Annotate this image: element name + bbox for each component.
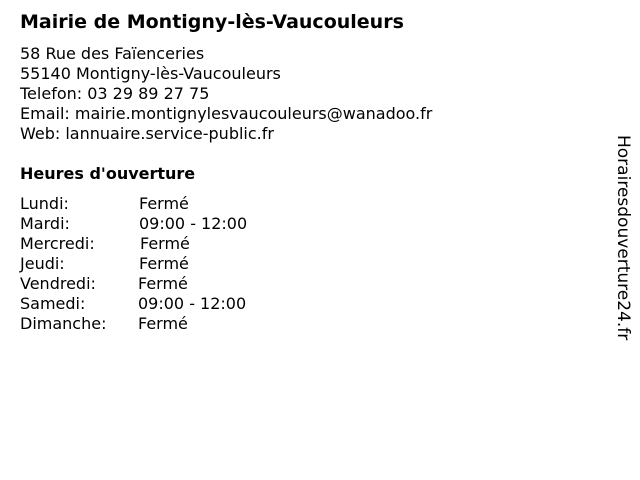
street-address: 58 Rue des Faïenceries [20,44,205,63]
day-label: Mardi: [20,214,70,233]
hours-value: Fermé [138,314,188,333]
phone-number: Telefon: 03 29 89 27 75 [20,84,210,103]
day-label: Dimanche: [20,314,107,333]
hours-value: 09:00 - 12:00 [139,214,248,233]
city-address: 55140 Montigny-lès-Vaucouleurs [20,64,281,83]
day-label: Vendredi: [20,274,96,293]
day-label: Mercredi: [20,234,95,253]
website: Web: lannuaire.service-public.fr [20,124,274,143]
hours-value: Fermé [140,234,190,253]
hours-value: Fermé [139,254,189,273]
opening-hours-heading: Heures d'ouverture [20,164,196,183]
day-label: Lundi: [20,194,69,213]
hours-value: 09:00 - 12:00 [138,294,247,313]
page-title: Mairie de Montigny-lès-Vaucouleurs [20,11,404,33]
hours-value: Fermé [138,274,188,293]
day-label: Samedi: [20,294,86,313]
contact-info [20,44,432,144]
site-brand-label: Horairesdouverture24.fr [613,135,633,341]
email-address: Email: mairie.montignylesvaucouleurs@wanadoo.fr [20,104,433,123]
site-brand-watermark [612,135,634,375]
day-label: Jeudi: [20,254,65,273]
hours-value: Fermé [139,194,189,213]
